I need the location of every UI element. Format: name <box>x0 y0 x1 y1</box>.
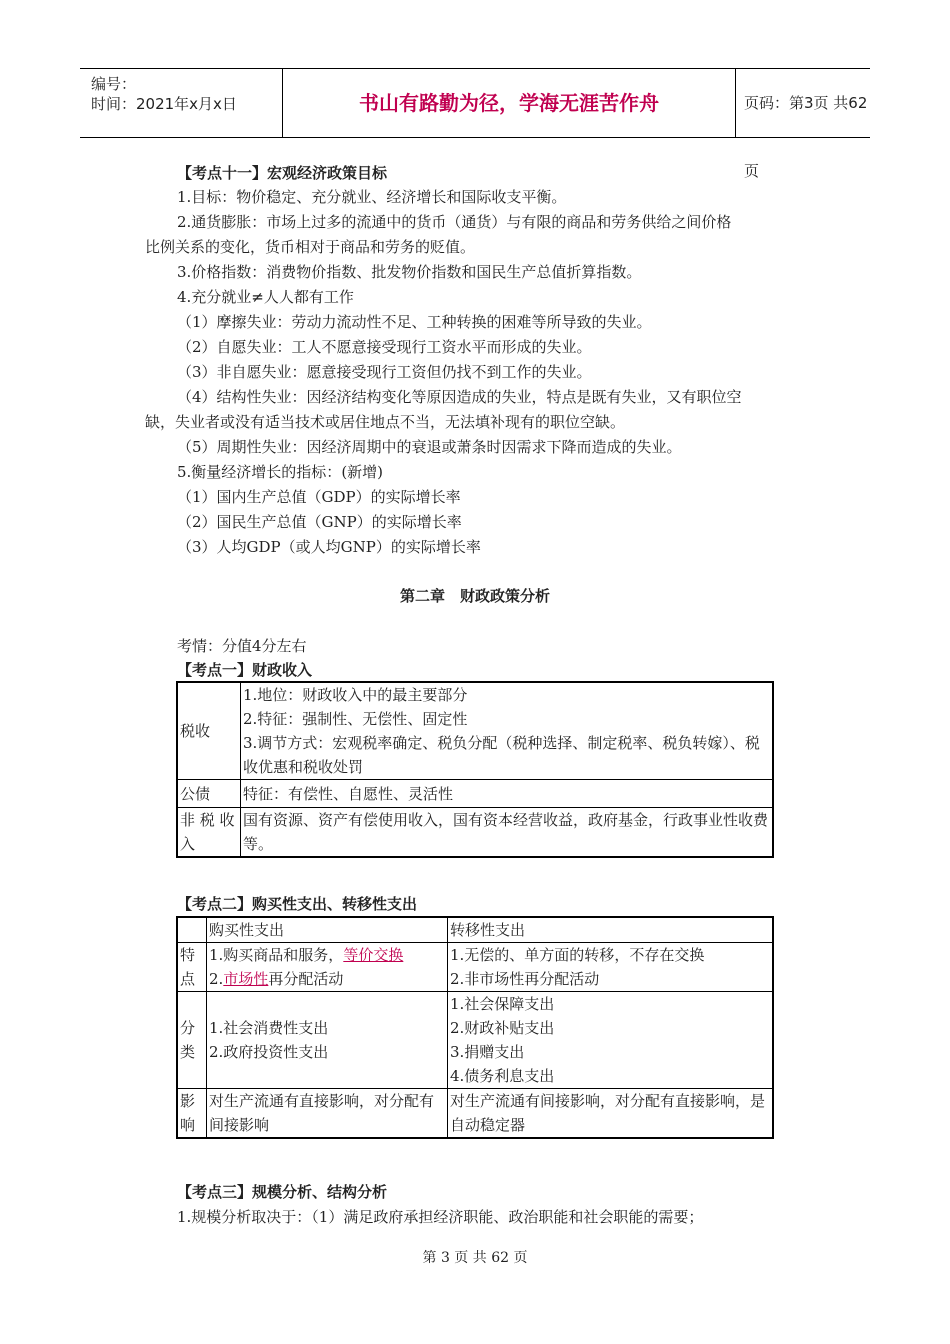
section11-line: 5.衡量经济增长的指标：(新增) <box>177 463 384 481</box>
number-label: 编号： <box>91 75 137 93</box>
table-row <box>177 808 773 858</box>
purchase-impact: 对生产流通有直接影响，对分配有间接影响 <box>207 1089 448 1139</box>
section11-line: 1.目标：物价稳定、充分就业、经济增长和国际收支平衡。 <box>177 188 567 206</box>
section11-line: 比例关系的变化，货币相对于商品和劳务的贬值。 <box>145 238 476 256</box>
section11-line: （2）自愿失业：工人不愿意接受现行工资水平而形成的失业。 <box>177 338 592 356</box>
section11-line: （3）非自愿失业：愿意接受现行工资但仍找不到工作的失业。 <box>177 363 592 381</box>
table-row <box>177 992 773 1089</box>
revenue-table <box>176 681 774 858</box>
section1-title: 【考点一】财政收入 <box>177 661 313 679</box>
category-item: 2.财政补贴支出 <box>450 1019 555 1037</box>
section11-line: （1）国内生产总值（GDP）的实际增长率 <box>177 488 461 506</box>
purchase-feature <box>207 943 448 992</box>
market-link[interactable]: 市场性 <box>223 970 269 988</box>
header-meta <box>80 69 283 137</box>
time-label: 时间：2021年x月x日 <box>91 95 237 113</box>
feature-text: 1.购买商品和服务， <box>209 946 344 964</box>
feature-text: 2. <box>209 970 224 988</box>
section11-line: 4.充分就业≠人人都有工作 <box>177 288 354 306</box>
category-item: 3.捐赠支出 <box>450 1043 525 1061</box>
exam-info: 考情：分值4分左右 <box>177 637 307 655</box>
nontax-label: 非 税 收入 <box>177 808 241 858</box>
section3-title: 【考点三】规模分析、结构分析 <box>177 1183 388 1201</box>
row-impact: 影响 <box>177 1089 207 1139</box>
col-transfer: 转移性支出 <box>448 917 774 943</box>
transfer-category <box>448 992 774 1089</box>
row-feature: 特点 <box>177 943 207 992</box>
table-row <box>177 1089 773 1139</box>
category-item: 2.政府投资性支出 <box>209 1043 329 1061</box>
chapter-title: 第二章 财政政策分析 <box>399 587 550 605</box>
category-item: 4.债务利息支出 <box>450 1067 555 1085</box>
page-footer: 第 3 页 共 62 页 <box>422 1250 528 1266</box>
section11-line: （4）结构性失业：因经济结构变化等原因造成的失业，特点是既有失业，又有职位空 <box>177 388 742 406</box>
equal-exchange-link[interactable]: 等价交换 <box>343 946 404 964</box>
corner-cell <box>177 917 207 943</box>
transfer-impact: 对生产流通有间接影响，对分配有直接影响，是自动稳定器 <box>448 1089 774 1139</box>
table-row <box>177 943 773 992</box>
section11-line: 缺，失业者或没有适当技术或居住地点不当，无法填补现有的职位空缺。 <box>145 413 626 431</box>
table-row <box>177 917 773 943</box>
table-row <box>177 682 773 780</box>
section11-line: （5）周期性失业：因经济周期中的衰退或萧条时因需求下降而造成的失业。 <box>177 438 682 456</box>
header-page-info: 页码：第3页 共62页 <box>744 94 868 180</box>
tax-line: 2.特征：强制性、无偿性、固定性 <box>243 710 468 728</box>
row-category: 分类 <box>177 992 207 1089</box>
nontax-content: 国有资源、资产有偿使用收入，国有资本经营收益，政府基金，行政事业性收费等。 <box>241 808 774 858</box>
purchase-category <box>207 992 448 1089</box>
debt-label: 公债 <box>177 780 241 808</box>
section11-line: 2.通货膨胀：市场上过多的流通中的货币（通货）与有限的商品和劳务供给之间价格 <box>177 213 732 231</box>
table-row <box>177 780 773 808</box>
category-item: 1.社会消费性支出 <box>209 1019 329 1037</box>
section3-line: 1.规模分析取决于：（1）满足政府承担经济职能、政治职能和社会职能的需要； <box>177 1208 704 1226</box>
feature-text: 再分配活动 <box>268 970 344 988</box>
category-item: 1.社会保障支出 <box>450 995 555 1013</box>
header-motto: 书山有路勤为径，学海无涯苦作舟 <box>283 69 736 137</box>
tax-line: 1.地位：财政收入中的最主要部分 <box>243 686 468 704</box>
feature-text: 1.无偿的、单方面的转移，不存在交换 <box>450 946 705 964</box>
col-purchase: 购买性支出 <box>207 917 448 943</box>
debt-content: 特征：有偿性、自愿性、灵活性 <box>241 780 774 808</box>
section11-title: 【考点十一】宏观经济政策目标 <box>177 164 388 182</box>
tax-content <box>241 682 774 780</box>
feature-text: 2.非市场性再分配活动 <box>450 970 600 988</box>
section11-line: （1）摩擦失业：劳动力流动性不足、工种转换的困难等所导致的失业。 <box>177 313 652 331</box>
section11-line: （2）国民生产总值（GNP）的实际增长率 <box>177 513 462 531</box>
expenditure-table <box>176 916 774 1139</box>
section11-line: （3）人均GDP（或人均GNP）的实际增长率 <box>177 538 481 556</box>
tax-label: 税收 <box>177 682 241 780</box>
section11-line: 3.价格指数：消费物价指数、批发物价指数和国民生产总值折算指数。 <box>177 263 642 281</box>
transfer-feature <box>448 943 774 992</box>
section2-title: 【考点二】购买性支出、转移性支出 <box>177 895 418 913</box>
tax-line: 3.调节方式：宏观税率确定、税负分配（税种选择、制定税率、税负转嫁）、税收优惠和税收处罚 <box>243 734 760 776</box>
